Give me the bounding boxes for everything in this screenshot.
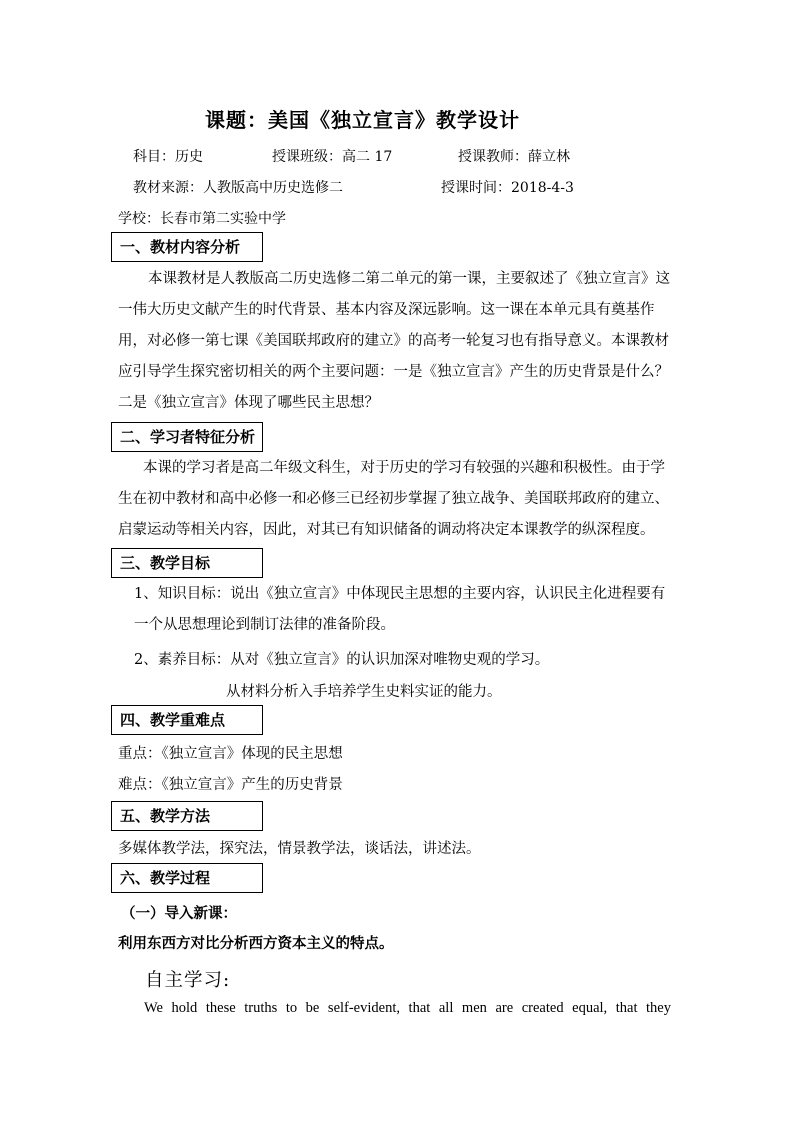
content-analysis-paragraph: 本课教材是人教版高二历史选修二第二单元的第一课，主要叙述了《独立宣言》这一伟大历史文献产生的时代背景、基本内容及深远影响。这一课在本单元具有奠基作用，对必修一第七课《美国联邦政府的建立》的高考一轮复习也有指导意义。本课教材应引导学生探究密切相关的两个主要问题：一是《独立宣言》产生的历史背景是什么？二是《独立宣言》体现了哪些民主思想？ xyxy=(118,271,670,411)
teacher-label: 授课教师：薛立林 xyxy=(458,149,570,165)
section-heading-teaching-methods: 五、教学方法 xyxy=(111,801,263,831)
key-point: 重点：《独立宣言》体现的民主思想 xyxy=(118,746,343,762)
source-label: 教材来源：人教版高中历史选修二 xyxy=(133,180,343,196)
lesson-intro-heading: （一）导入新课： xyxy=(121,905,237,922)
lesson-intro-text: 利用东西方对比分析西方资本主义的特点。 xyxy=(118,935,394,952)
subject-label: 科目：历史 xyxy=(133,149,203,165)
section-heading-learner-analysis: 二、学习者特征分析 xyxy=(111,422,263,452)
literacy-goal: 2、素养目标：从对《独立宣言》的认识加深对唯物史观的学习。 xyxy=(134,652,550,668)
time-label: 授课时间：2018-4-3 xyxy=(441,180,574,196)
school-label: 学校：长春市第二实验中学 xyxy=(118,211,286,227)
section-heading-teaching-process: 六、教学过程 xyxy=(111,863,263,893)
literacy-goal-continued: 从材料分析入手培养学生史料实证的能力。 xyxy=(226,684,502,700)
teaching-methods: 多媒体教学法，探究法，情景教学法，谈话法，讲述法。 xyxy=(118,841,481,857)
learner-analysis-paragraph: 本课的学习者是高二年级文科生，对于历史的学习有较强的兴趣和积极性。由于学生在初中教材和高中必修一和必修三已经初步掌握了独立战争、美国联邦政府的建立、启蒙运动等相关内容，因此，对其已有知识储备的调动将决定本课教学的纵深程度。 xyxy=(118,460,669,538)
difficult-point: 难点：《独立宣言》产生的历史背景 xyxy=(118,777,343,793)
section-heading-teaching-goals: 三、教学目标 xyxy=(111,548,263,578)
self-study-heading: 自主学习: xyxy=(145,970,231,991)
declaration-excerpt: We hold these truths to be self-evident, that all men are created equal, that they xyxy=(144,1000,671,1016)
class-label: 授课班级：高二 17 xyxy=(272,149,393,165)
knowledge-goal: 1、知识目标：说出《独立宣言》中体现民主思想的主要内容，认识民主化进程要有一个从思想理论到制订法律的准备阶段。 xyxy=(134,586,666,633)
page-title: 课题：美国《独立宣言》教学设计 xyxy=(205,108,520,132)
section-heading-key-points: 四、教学重难点 xyxy=(111,705,263,735)
section-heading-content-analysis: 一、教材内容分析 xyxy=(111,232,263,262)
